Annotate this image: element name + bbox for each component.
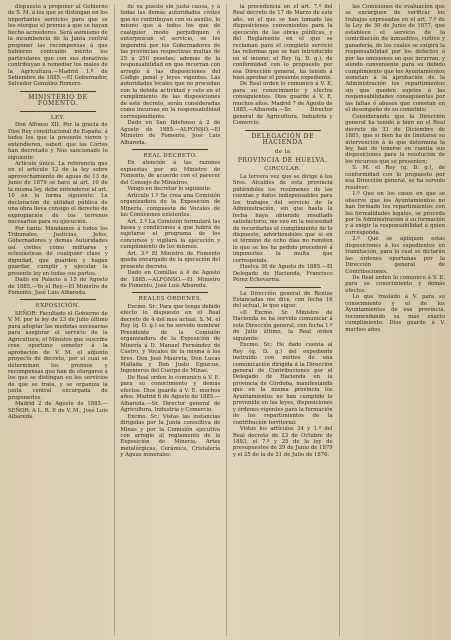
paragraph: La Dirección general de Rentas Estancadas me dice, con fecha 16 del actual, lo que sigue: [232,290,333,310]
paragraph: Madrid 2 de Agosto de 1885.—SEÑOR: A L. R. P. de V. M., José Luis Albareda. [8,401,108,421]
paragraph: Dado en San Ildefonso á 2 de Agosto de 1885.—ALFONSO.—El Ministro de Fomento, José Luis Albareda. [120,120,221,146]
paragraph: Excmo. Sr.: He dado cuenta al Rey (q. D. g.) del expediente instruido con motivo de una comunicación dirigida á la Dirección general de Contribuciones por el Delegado de Hacienda en la provincia de Córdoba, manifestando que en la misma provincia los Ayuntamientos no han cumplido lo prevenido en las leyes, disposiciones y órdenes vigentes para la formación de los repartimientos de la contribución territorial: [232,342,333,426]
section-rule [245,287,321,288]
paragraph: De Real orden lo comunico á V. E. para su conocimiento y demás efectos. Dios guarde á V. E. muchos años. Madrid 6 de Agosto de 1885.—Albareda.—Sr. Director general de Agricultura, Industria y Comercio. [120,374,221,414]
section-heading: REALES ÓRDENES. [138,296,203,303]
column-divider [339,4,340,636]
paragraph: de su puesto sin justa causa, y á todas las demás autoridades civiles que no contribuyan con su auxilio, lo mismo que á todos los que de cualquier modo perjudiquen ó entorpezcan el servicio, se les impondrá por los Gobernadores de las provincias respectivas multas de 25 á 250 pesetas; además de la responsabilidad en que incurran con arreglo á las disposiciones del Código penal y leyes vigentes. Las autoridades locales que no procedan con la debida actividad y celo en el cumplimiento de las disposiciones de este decreto, serán consideradas como incursas en la responsabilidad correspondiente. [120,4,221,120]
paragraph: Art. 3.º El Ministro de Fomento queda encargado de la ejecución del presente decreto. [120,250,221,270]
text-column-2 [120,4,220,636]
paragraph: las Comisiones de evaluación que se encarguen de verificar los trabajos expresados en el art. 7.º de la Ley de 30 de Junio de 1877, que establece el servicio de la contribución de inmuebles, cultivo y ganadería, de los cuales se exigirá la responsabilidad por los defectos ó por las omisiones en que incurran, y siendo conveniente para su debido cumplimiento que los Ayuntamientos sometan á la aprobación de la Administración los repartimientos sin que queden sujetos á las responsabilidades consiguientes por las faltas ó abusos que cometan en el desempeño de su cometido; [345,4,446,114]
paragraph: Art. 2.º La Comisión formulará las bases y condiciones á que habrá de sujetarse el programa de los concursos y vigilará la ejecución y cumplimiento de los mismos. [120,218,221,251]
paragraph: De Real orden lo comunico á V. E. para su conocimiento y demás efectos. [345,275,446,294]
paragraph: 1.º Que en los casos en que se observe que los Ayuntamientos no han formado los repartimientos con las formalidades legales, se proceda por la Administración á su formación y á exigir la responsabilidad á quien corresponda. [345,191,446,236]
section-rule [132,292,208,293]
paragraph: S. M. el Rey (q. D. g.), de conformidad con lo propuesto por esa Dirección general, se ha servido resolver: [345,165,446,191]
section-rule [132,149,208,150]
paragraph: Vistos los artículos 34 y 1.º del Real decreto de 23 de Octubre de 1883, el 7.º y 25 de la ley de presupuestos de 29 de Junio de 1879 y el 25 de la de 21 de Julio de 1876: [232,426,333,458]
column-divider [114,4,115,636]
section-rule [20,91,96,92]
paragraph: Excmo. Sr.: Vistas las instancias dirigidas por la Junta consultiva de Minas y por la Comisión ejecutiva con arreglo al reglamento de la Exposición de Minería, Artes metalúrgicas, Cerámica, Cristalería y Aguas minerales: [120,413,221,459]
section-heading: DELEGACIÓN DE HACIENDA [251,132,315,147]
text-column-1 [8,4,108,636]
section-rule [245,130,321,131]
text-column-4 [345,4,445,636]
section-rule [20,111,96,112]
paragraph: Dado en Palacio á 15 de Agosto de 1885.—Yo el Rey.—El Ministro de Fomento, José Luis Albareda. [8,277,108,297]
column-divider [226,4,227,636]
paragraph: Por tanto: Mandamos á todos los Tribunales, Justicias, Jefes, Gobernadores y demás Autoridades así civiles como militares y eclesiásticas de cualquier clase y dignidad, que guarden y hagan guardar, cumplir y ejecutar la presente ley en todas sus partes. [8,225,108,277]
section-heading: de la [274,148,291,155]
section-heading: PROVINCIA DE HUELVA. [237,156,328,164]
paragraph: En atención á las razones expuestas por mi Ministro de Fomento, de acuerdo con el parecer del Consejo de Ministros, [120,160,221,186]
section-rule [20,299,96,300]
paragraph: la procedencia en el art. 7.º del Real decreto de 17 de Marzo de este año, en el que se han tomado las disposiciones convenientes para la ejecución de las obras públicas, y del Reglamento en el que se reclaman para el completo servicio las reformas que se han introducido en el mismo; el Rey (q. D. g.), de conformidad con lo propuesto por esa Dirección general, ha tenido á bien aprobar el presente expediente. [232,4,333,81]
paragraph: Lo que traslado á V. para su conocimiento y el de los Ayuntamientos de esa provincia, recomendando su más exacto cumplimiento. Dios guarde á V. muchos años. [345,294,446,333]
paragraph: De Real orden lo comunico á V. E. para su conocimiento y efectos consiguientes. Dios guarde á V. E. muchos años. Madrid 7 de Agosto de 1885.—Albareda.—Sr. Director general de Agricultura, Industria y Comercio. [232,81,333,127]
paragraph: Artículo 1.º Se crea una Comisión organizadora de la Exposición de Minería, compuesta de Vocales de las Comisiones existentes. [120,192,221,219]
paragraph: «Il Excmo. Sr. Ministro de Hacienda se ha servido comunicar á esta Dirección general, con fecha 1.º de Julio último, la Real orden siguiente: [232,309,333,342]
paragraph: Considerando que la Dirección general ha tenido á bien en el Real decreto de 31 de Diciembre de 1881, que si bien ha de limitarse su intervención á lo que determina la ley, han de tenerse en cuenta sus disposiciones para la resolución de los recursos que se presenten; [345,113,446,165]
paragraph: 2.º Que se apliquen estas disposiciones á los expedientes en tramitación, para lo cual se dictarán las órdenes oportunas por la Dirección general de Contribuciones. [345,236,446,275]
paragraph: Don Alfonso XII, Por la gracia de Dios Rey constitucional de España: á todos los que la presente vieren y entendieren, sabed: que las Córtes han decretado y Nos sancionado lo siguiente: [8,122,108,161]
section-heading: CIRCULAR. [264,166,302,173]
paragraph: Huelva 30 de Agosto de 1885.—El Delegado de Hacienda, Francisco Pérez Echevarría. [232,264,333,284]
paragraph: Dado en Comillas á 4 de Agosto de 1885.—ALFONSO.—El Ministro de Fomento, José Luis Albareda. [120,270,221,290]
paragraph: SEÑOR: Facultado el Gobierno de V. M. por la ley de 23 de Julio último para adoptar las medidas necesarias para asegurar el servicio de la Agricultura, el Ministro que suscribe cree oportuno someter á la aprobación de V. M. el adjunto proyecto de decreto, por el cual se determinan los premios y recompensas que han de otorgarse á los que se distingan en los servicios de que se trata, y se organiza la junta central encargada de proponerlos. [8,310,108,401]
paragraph: La tercera vez que se dirige á los Sres. Alcaldes de esta provincia pidiéndoles los resúmenes de las cuentas y datos indispensables para los trabajos del servicio de la Administración, sin que hasta la fecha haya obtenido resultado satisfactorio; me veo en la necesidad de recordarles el cumplimiento de lo dispuesto, advirtiéndoles que si en el término de ocho días no remiten lo que se les ha pedido procederé á imponerles la multa que corresponda. [232,173,333,264]
text-column-3 [233,4,333,636]
paragraph: dispuesto á proponer al Gobierno de S. M. á los que se distingan en los importantes servicios para que se les otorgue el premio á que se hayan hecho acreedores. Será asimismo de la incumbencia de la Junta central proponer las recompensas á que hubieren contraído mérito los particulares que con sus donativos contribuyan á remediar los males de la Agricultura.—Madrid 1.º de Setiembre de 1885.—El Gobernador, Salvador González Romero. [8,4,108,88]
paragraph: Artículo único. La referencia que en el artículo 12 de la ley sobre aprovechamiento de aguas de 13 de Junio de 1879 se hace al art. 10 de la misma ley, debe entenderse al art. 10 en la forma siguiente: La declaración de utilidad pública de una obra lleva consigo el derecho de expropiación de los terrenos necesarios para su ejecución. [8,160,108,226]
paragraph: Vengo en decretar lo siguiente: [127,186,212,193]
section-heading: MINISTERIO DE FOMENTO. [28,93,88,108]
section-heading: LEY. [50,114,65,121]
paragraph: Excmo. Sr.: Para que tenga debido efecto lo dispuesto en el Real decreto de 4 del mes actual, S. M. el Rey (q. D. g.) se ha servido nombrar Presidente de la Comisión organizadora de la Exposición de Minería á D. Manuel Fernández de Castro, y Vocales de la misma á los Sres. Don José Maureta, Don Lucas Mallada y Don Justo Egozcue, Ingenieros del Cuerpo de Minas. [120,303,221,375]
section-heading: REAL DECRETO. [143,152,198,159]
section-heading: EXPOSICIÓN. [35,303,81,310]
